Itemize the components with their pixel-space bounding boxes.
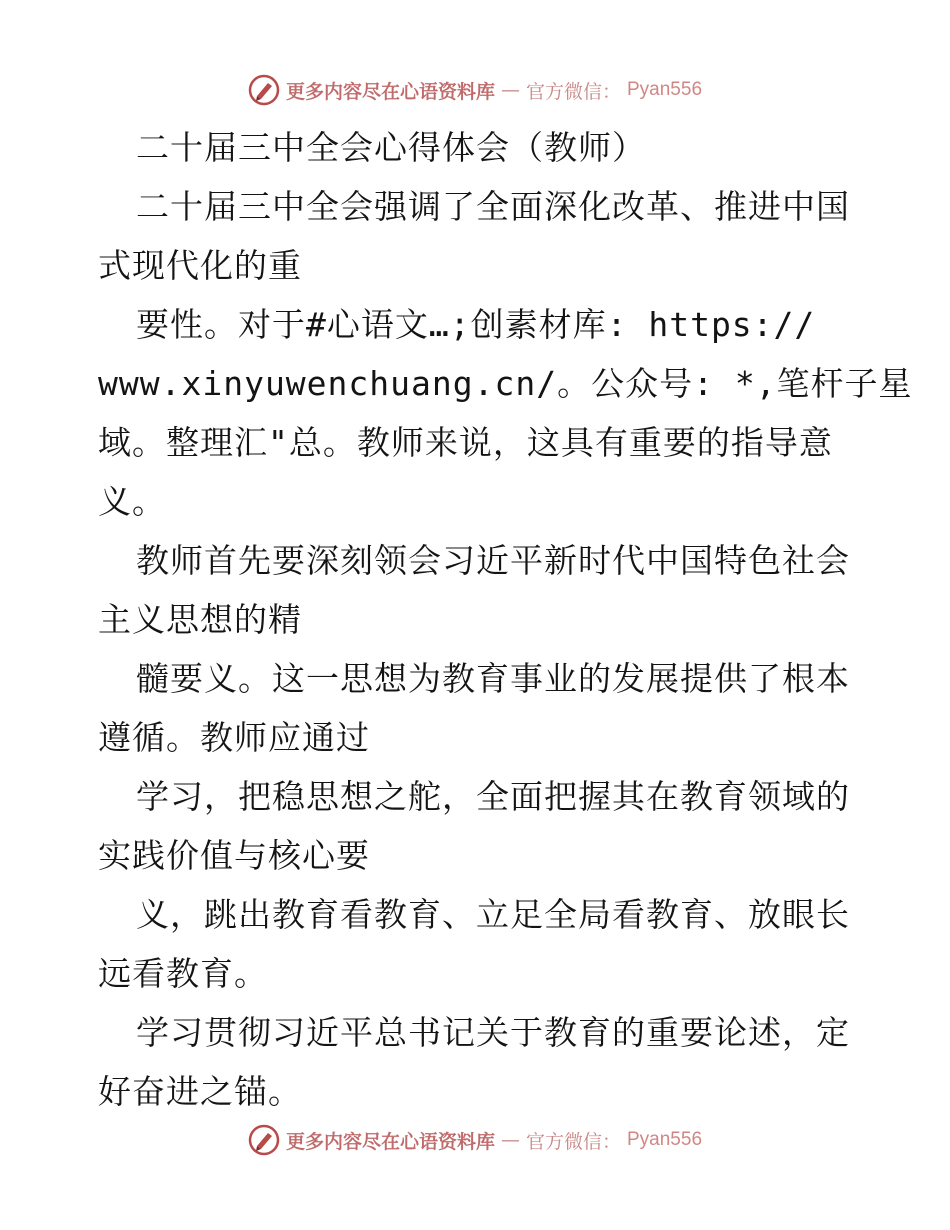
watermark-dash: —: [500, 79, 520, 101]
watermark-text: 更多内容尽在心语资料库: [285, 80, 495, 103]
watermark-id: Pyan556: [627, 1129, 703, 1150]
paragraph-line: 二十届三中全会强调了全面深化改革、推进中国: [136, 187, 850, 226]
pen-logo-icon: [248, 1124, 280, 1156]
paragraph-line: 实践价值与核心要: [98, 836, 370, 875]
watermark-contact: 官方微信：: [525, 1130, 621, 1153]
paragraph-line: 好奋进之锚。: [98, 1072, 302, 1111]
paragraph-line: 义。: [98, 482, 166, 521]
paragraph-line: 义，跳出教育看教育、立足全局看教育、放眼长: [136, 895, 850, 934]
paragraph-line: www.xinyuwenchuang.cn/。公众号: *,笔杆子星: [98, 364, 913, 403]
document-title: 二十届三中全会心得体会（教师）: [136, 128, 646, 167]
paragraph-line: 遵循。教师应通过: [98, 718, 370, 757]
footer-watermark: [0, 1120, 950, 1160]
watermark-contact: 官方微信：: [525, 80, 621, 103]
paragraph-line: 式现代化的重: [98, 246, 302, 285]
paragraph-line: 主义思想的精: [98, 600, 302, 639]
paragraph-line: 髓要义。这一思想为教育事业的发展提供了根本: [136, 659, 850, 698]
document-body: [98, 118, 913, 1121]
watermark-id: Pyan556: [627, 79, 703, 100]
paragraph-line: 要性。对于#心语文…;创素材库: https://: [136, 305, 816, 344]
paragraph-line: 学习贯彻习近平总书记关于教育的重要论述，定: [136, 1013, 850, 1052]
watermark-dash: —: [500, 1129, 520, 1151]
pen-logo-icon: [248, 74, 280, 106]
header-watermark: [0, 70, 950, 110]
paragraph-line: 远看教育。: [98, 954, 268, 993]
watermark-text: 更多内容尽在心语资料库: [285, 1130, 495, 1153]
paragraph-line: 学习，把稳思想之舵，全面把握其在教育领域的: [136, 777, 850, 816]
paragraph-line: 教师首先要深刻领会习近平新时代中国特色社会: [136, 541, 850, 580]
paragraph-line: 域。整理汇"总。教师来说，这具有重要的指导意: [98, 423, 833, 462]
